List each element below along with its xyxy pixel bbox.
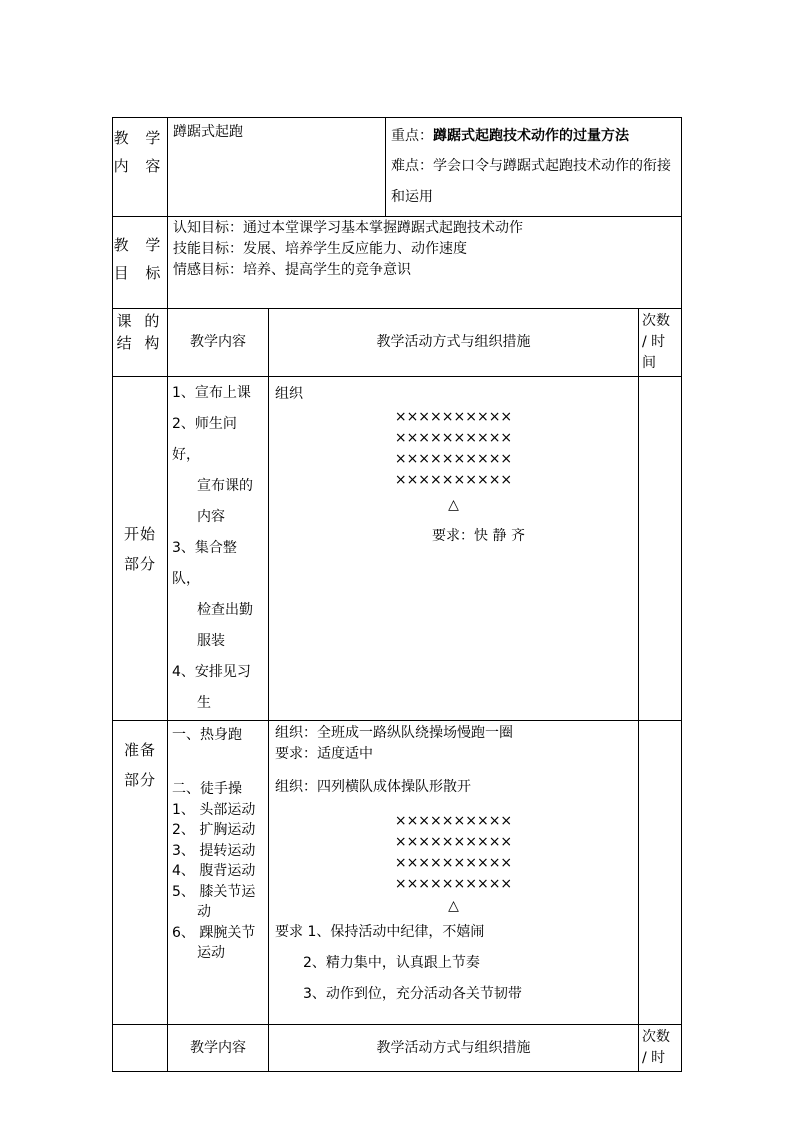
goals-cell: [168, 217, 682, 309]
difficulty-line-1: 难点：学会口令与蹲踞式起跑技术动作的衔接: [391, 158, 671, 174]
start-item-1: 1、宣布上课: [172, 385, 251, 401]
start-requirement: 要求：快 静 齐: [432, 528, 525, 544]
topic-text: 蹲踞式起跑: [173, 124, 243, 140]
times-header: 次数 / 时 间: [639, 309, 682, 377]
prep-req-run: 要求：适度适中: [275, 746, 373, 762]
start-item-4: 4、安排见习: [172, 664, 251, 680]
goals-label: 教 学 目 标: [113, 217, 168, 309]
structure-header: 课 的 结 构: [113, 309, 168, 377]
start-content-cell: 1、宣布上课 2、师生问好， 宣布课的 内容 3、集合整队， 检查出勤 服装 4、安排见习 生: [168, 377, 269, 721]
prep-section-label: 准备 部分: [113, 721, 168, 1025]
start-item-2: 2、师生问好，: [172, 416, 237, 463]
exercise-item: 3、 提转运动: [172, 842, 256, 859]
footer-structure-cell: [113, 1025, 168, 1072]
prep-requirement-1: 要求 1、保持活动中纪律，不嬉闹: [275, 924, 485, 940]
content-header: 教学内容: [168, 309, 269, 377]
goal-cognitive: 认知目标：通过本堂课学习基本掌握蹲踞式起跑技术动作: [173, 220, 523, 236]
exercise-item: 1、 头部运动: [172, 801, 256, 818]
activities-header: 教学活动方式与组织措施: [269, 309, 639, 377]
footer-content-header: 教学内容: [168, 1025, 269, 1072]
goal-emotion: 情感目标：培养、提高学生的竞争意识: [173, 262, 411, 278]
exercise-item: 5、 膝关节运: [172, 883, 256, 900]
prep-org-exercise: 组织：四列横队成体操队形散开: [275, 779, 471, 795]
formation-row: ××××××××××: [394, 430, 513, 446]
footer-header-row: [113, 1025, 682, 1072]
footer-times-header: 次数 / 时: [639, 1025, 682, 1072]
formation-row: ××××××××××: [394, 409, 513, 425]
formation-row: ××××××××××: [394, 834, 513, 850]
start-org-label: 组织: [275, 386, 303, 402]
prep-times-cell: [639, 721, 682, 1025]
formation-row: ××××××××××: [394, 451, 513, 467]
prep-section-row: [113, 721, 682, 1025]
key-points-cell: [386, 118, 682, 217]
prep-requirement-3: 3、动作到位，充分活动各关节韧带: [303, 986, 522, 1002]
goal-skill: 技能目标：发展、培养学生反应能力、动作速度: [173, 241, 467, 257]
teacher-triangle-icon: △: [448, 497, 459, 513]
formation-row: ××××××××××: [394, 876, 513, 892]
prep-calisthenics: 二、徒手操: [172, 781, 242, 797]
key-point-label: 重点：: [391, 128, 433, 144]
prep-content-cell: 一、热身跑 二、徒手操 1、 头部运动 2、 扩胸运动 3、 提转运动 4、 腹背运动 5、 膝关节运 动 6、 踝腕关节 运动: [168, 721, 269, 1025]
start-section-row: [113, 377, 682, 721]
header-row: [113, 309, 682, 377]
teacher-triangle-icon: △: [448, 898, 459, 914]
start-times-cell: [639, 377, 682, 721]
lesson-plan-table: [112, 117, 682, 1072]
difficulty-line-2: 和运用: [391, 189, 433, 205]
formation-row: ××××××××××: [394, 472, 513, 488]
prep-org-run: 组织：全班成一路纵队绕操场慢跑一圈: [275, 725, 513, 741]
start-item-3: 3、集合整队，: [172, 540, 237, 587]
key-point-text: 蹲踞式起跑技术动作的过量方法: [433, 128, 629, 144]
footer-activities-header: 教学活动方式与组织措施: [269, 1025, 639, 1072]
exercise-item: 2、 扩胸运动: [172, 822, 256, 838]
start-section-label: 开始 部分: [113, 377, 168, 721]
content-row: [113, 118, 682, 217]
exercise-item: 6、 踝腕关节: [172, 924, 256, 941]
prep-warmup: 一、热身跑: [172, 727, 242, 743]
content-label: 教 学 内 容: [113, 118, 168, 217]
formation-row: ××××××××××: [394, 813, 513, 829]
start-activities-cell: [269, 377, 639, 721]
exercise-item: 4、 腹背运动: [172, 863, 256, 879]
prep-requirement-2: 2、精力集中，认真跟上节奏: [303, 955, 480, 971]
topic-cell: [168, 118, 386, 217]
formation-row: ××××××××××: [394, 855, 513, 871]
goals-row: [113, 217, 682, 309]
prep-activities-cell: [269, 721, 639, 1025]
